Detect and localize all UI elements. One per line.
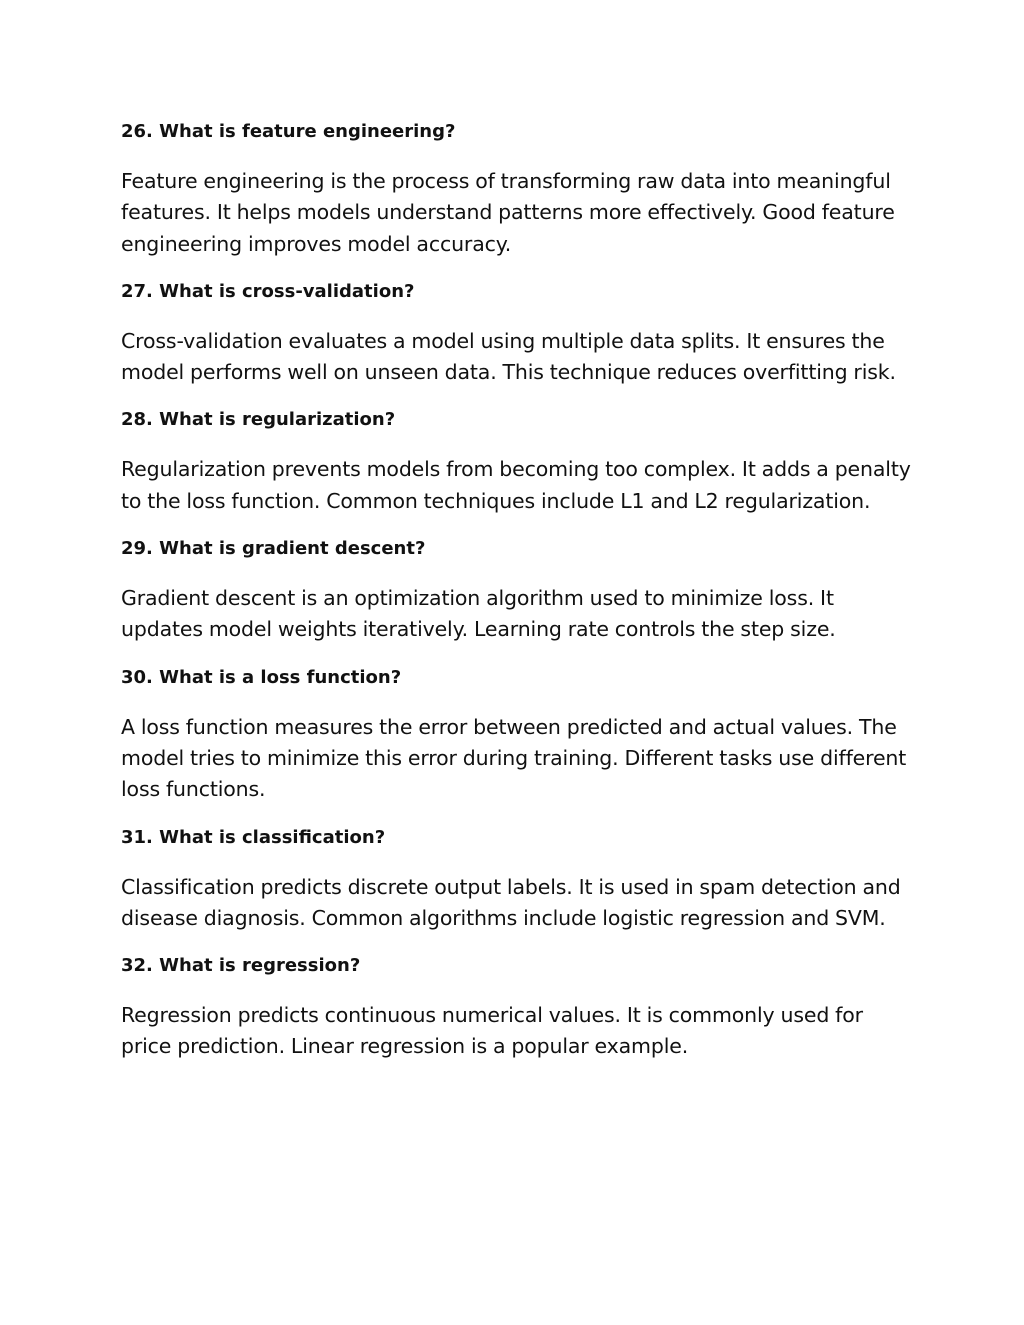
question-heading: 30. What is a loss function? [121, 666, 402, 688]
question-heading: 28. What is regularization? [121, 409, 396, 431]
qa-item-31 [121, 824, 911, 935]
qa-item-27 [121, 278, 911, 389]
answer-paragraph: Cross-validation evaluates a model using multiple data splits. It ensures the model performs well on unseen data. This technique reduces overfitting risk. [121, 328, 896, 385]
question-heading: 29. What is gradient descent? [121, 538, 426, 560]
question-heading: 31. What is classification? [121, 826, 386, 848]
question-heading: 26. What is feature engineering? [121, 121, 456, 142]
qa-item-32 [121, 952, 911, 1063]
answer-paragraph: A loss function measures the error between predicted and actual values. The model tries to minimize this error during training. Different tasks use different loss functions. [121, 714, 907, 802]
qa-item-28 [121, 406, 911, 517]
qa-item-30 [121, 664, 911, 806]
document-page [121, 118, 911, 1081]
question-heading: 27. What is cross-validation? [121, 280, 415, 302]
answer-paragraph: Classification predicts discrete output labels. It is used in spam detection and disease diagnosis. Common algorithms include logistic regression and SVM. [121, 874, 901, 930]
qa-item-29 [121, 535, 911, 646]
answer-paragraph: Feature engineering is the process of transforming raw data into meaningful features. It helps models understand patterns more effectively. Good feature engineering improves model accuracy. [121, 169, 895, 256]
answer-paragraph: Regularization prevents models from becoming too complex. It adds a penalty to the loss function. Common techniques include L1 and L2 regularization. [121, 457, 911, 513]
question-heading: 32. What is regression? [121, 955, 361, 977]
answer-paragraph: Regression predicts continuous numerical values. It is commonly used for price prediction. Linear regression is a popular example. [121, 1003, 863, 1059]
answer-paragraph: Gradient descent is an optimization algorithm used to minimize loss. It updates model weights iteratively. Learning rate controls the step size. [121, 586, 836, 642]
qa-item-26 [121, 118, 911, 260]
